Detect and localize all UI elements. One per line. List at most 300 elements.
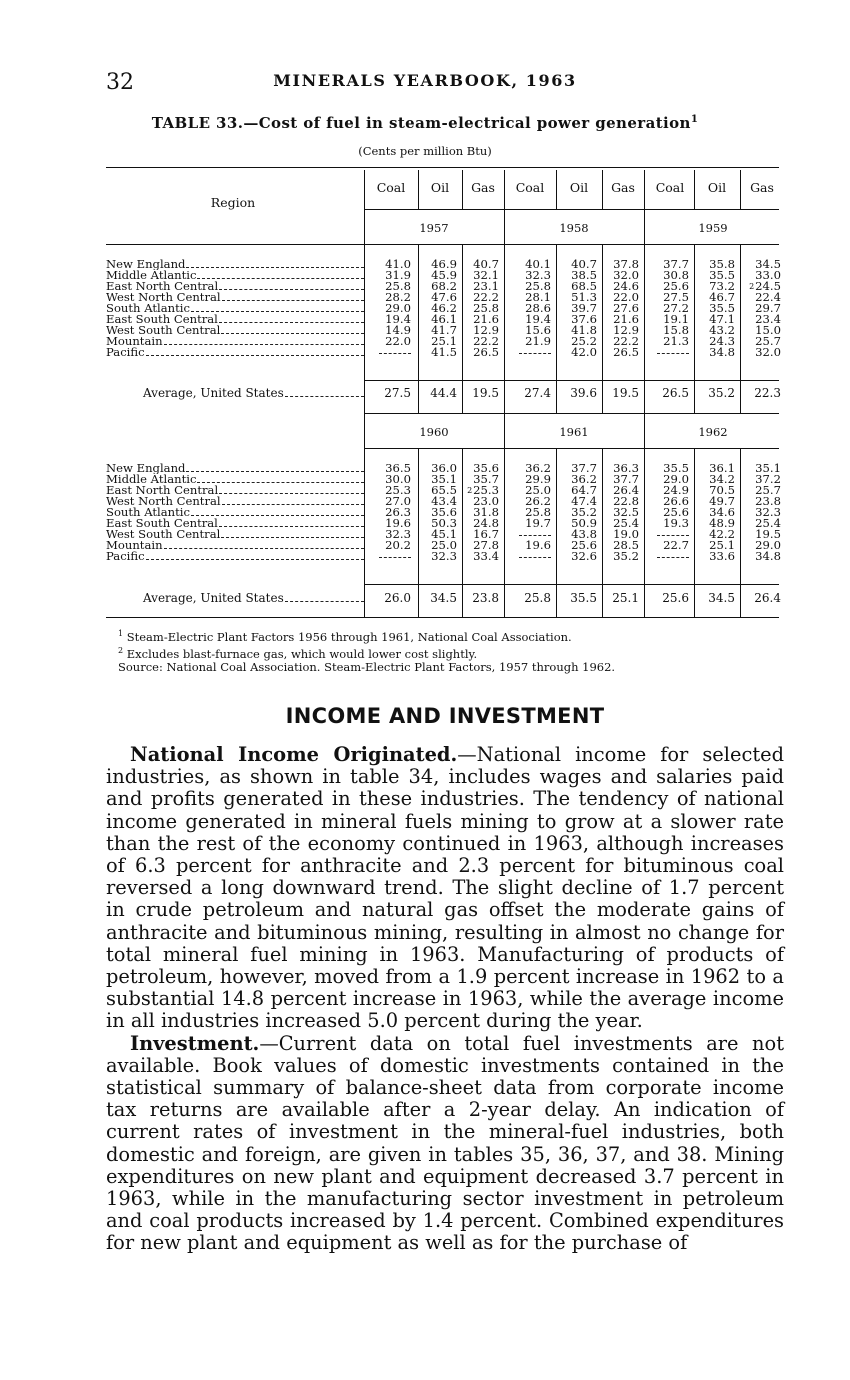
leader-dots [219,322,364,323]
cell-value: 39.7 [571,301,597,315]
cell-value: 32.6 [571,549,597,563]
cell-value: 23.8 [755,494,781,508]
cell-value: 14.9 [385,323,411,337]
cell-value: 32.3 [431,549,457,563]
footnote-1-text: Steam-Electric Plant Factors 1956 through 1961, National Coal Association. [126,629,572,644]
cell-value: 37.7 [663,257,689,271]
region-row [106,507,364,518]
cell-value: 42.0 [571,345,597,359]
region-row [106,259,364,270]
table-cell [505,540,551,551]
fuel-column-header: Oil [707,180,727,195]
table-cell [593,347,639,358]
cell-value: 22.2 [613,334,639,348]
region-row [106,336,364,347]
fuel-column-header: Coal [376,180,406,195]
empty-cell-dash [657,557,689,558]
table-cell [689,347,735,358]
fuel-column-header: Gas [611,180,635,195]
table-title [0,114,850,132]
cell-value: 36.1 [709,461,735,475]
cell-value: 19.4 [385,312,411,326]
cell-value: 32.3 [755,505,781,519]
footnote-1 [118,627,572,644]
average-value: 34.5 [430,591,457,605]
average-rule-1 [364,380,779,381]
value-column [735,259,781,358]
table-cell [551,551,597,562]
region-label: Mountain [106,540,163,551]
cell-value: 15.8 [663,323,689,337]
cell-value: 12.9 [613,323,639,337]
value-column [453,259,499,358]
page-number: 32 [106,70,134,95]
cell-value: 22.8 [613,494,639,508]
year-header-1962: 1962 [698,425,728,439]
value-column [551,259,597,358]
leader-dots [222,504,364,505]
region-list [106,463,364,562]
cell-value: 24.8 [473,516,499,530]
cell-value: 25.2 [571,334,597,348]
table-cell [365,551,411,562]
cell-value: 68.2 [431,279,457,293]
table-cell [453,551,499,562]
region-label: New England [106,259,186,270]
region-list [106,259,364,358]
table-cell [735,551,781,562]
cell-value: 32.3 [385,527,411,541]
cell-value: 34.8 [755,549,781,563]
cell-value: 19.4 [525,312,551,326]
cell-value: 35.1 [431,472,457,486]
table-cell [643,347,689,358]
leader-dots [164,344,364,345]
cell-value: 31.8 [473,505,499,519]
table-cell [643,540,689,551]
cell-value: 34.2 [709,472,735,486]
paragraph-text: —National income for selected industries, as shown in table 34, includes wages and salaries paid and profits generated in these industries. The tendency of national income generated in mineral fuels mining to grow at a slower rate than the rest of the economy continued in 1963, although increases of 6.3 percent for anthracite and 2.3 percent for bituminous coal reversed a long downward trend. The slight decline of 1.7 percent in crude petroleum and natural gas offset the moderate gains of anthracite and bituminous mining, resulting in almost no change for total mineral fuel mining in 1963. Manufacturing of products of petroleum, however, moved from a 1.9 percent increase in 1962 to a substantial 14.8 percent increase in 1963, while the average income in all industries increased 5.0 percent during the year. [106,743,784,1033]
value-column [505,463,551,562]
cell-value: 26.6 [663,494,689,508]
value-column [365,259,411,358]
region-label: East North Central [106,281,219,292]
cell-value: 26.5 [473,345,499,359]
average-value: 23.8 [472,591,499,605]
cell-value: 27.0 [385,494,411,508]
cell-value: 25.0 [525,483,551,497]
cell-value: 51.3 [571,290,597,304]
region-row [106,314,364,325]
cell-value: 68.5 [571,279,597,293]
table-cell [551,347,597,358]
region-label: West North Central [106,292,221,303]
average-value: 22.3 [754,386,781,400]
panel-rule [364,413,779,414]
body-text [106,744,784,1255]
cell-value: 21.6 [613,312,639,326]
leader-dots [221,537,364,538]
region-label: West South Central [106,529,221,540]
cell-value: 32.0 [613,268,639,282]
cell-value: 47.6 [431,290,457,304]
cell-value: 37.7 [571,461,597,475]
cell-value: 35.8 [709,257,735,271]
cell-value: 24.3 [709,334,735,348]
cell-value: 34.5 [755,257,781,271]
cell-value: 64.7 [571,483,597,497]
cell-value: 46.9 [431,257,457,271]
header-bottom-rule [106,244,779,245]
table-cell [643,518,689,529]
cell-value: 25.4 [613,516,639,530]
table-cell [735,347,781,358]
cell-value: 19.5 [755,527,781,541]
table-title-text: TABLE 33.—Cost of fuel in steam-electrical power generation [151,114,691,132]
cell-value: 33.6 [709,549,735,563]
region-label: East North Central [106,485,219,496]
table-cell [453,347,499,358]
year-header-1959: 1959 [698,221,728,235]
year-header-1958: 1958 [559,221,589,235]
cell-value: 25.7 [755,334,781,348]
region-row [106,551,364,562]
cell-value: 37.2 [755,472,781,486]
average-row-label [106,386,364,400]
region-label: Pacific [106,551,145,562]
fuel-column-header: Coal [515,180,545,195]
cell-value: 24.5 [755,279,781,293]
leader-dots [222,300,364,301]
cell-value: 26.5 [613,345,639,359]
cell-value: 22.2 [473,290,499,304]
cell-value: 25.6 [663,505,689,519]
region-row [106,474,364,485]
cell-value: 32.5 [613,505,639,519]
year-rule-2 [364,448,779,449]
average-value: 27.4 [524,386,551,400]
region-label: Middle Atlantic [106,474,197,485]
region-label: South Atlantic [106,507,190,518]
cell-value: 25.6 [663,279,689,293]
fuel-column-header: Gas [471,180,495,195]
cell-value: 12.9 [473,323,499,337]
cell-value: 41.8 [571,323,597,337]
region-row [106,485,364,496]
cell-value: 38.5 [571,268,597,282]
paragraph-national-income [106,744,784,1033]
average-value: 25.1 [612,591,639,605]
leader-dots [221,333,364,334]
cell-value: 35.1 [755,461,781,475]
leader-dots [191,515,364,516]
year-header-1961: 1961 [559,425,589,439]
table-footnotes [118,627,572,662]
cell-value: 22.7 [663,538,689,552]
average-label-text: Average, United States [143,591,284,605]
value-column [365,463,411,562]
cell-value: 15.0 [755,323,781,337]
cell-value: 45.1 [431,527,457,541]
footnote-2-text: Excludes blast-furnace gas, which would lower cost slightly. [126,647,478,662]
running-head: MINERALS YEARBOOK, 1963 [273,71,577,90]
cell-value: 19.6 [525,538,551,552]
cell-value: 28.1 [525,290,551,304]
region-row [106,518,364,529]
cell-value: 37.7 [613,472,639,486]
cell-value: 43.8 [571,527,597,541]
section-heading: INCOME AND INVESTMENT [285,704,605,728]
fuel-column-header: Oil [430,180,450,195]
cell-value: 22.2 [473,334,499,348]
cell-value: 35.6 [431,505,457,519]
cell-value: 24.9 [663,483,689,497]
region-label: Pacific [106,347,145,358]
cell-value: 50.3 [431,516,457,530]
value-column [453,463,499,562]
table-cell [593,551,639,562]
table-cell [689,551,735,562]
cell-value: 25.1 [431,334,457,348]
cell-value: 33.4 [473,549,499,563]
value-column [689,463,735,562]
cell-value: 16.7 [473,527,499,541]
value-column [689,259,735,358]
cell-value: 25.8 [385,279,411,293]
cell-value: 19.6 [385,516,411,530]
cell-value: 21.6 [473,312,499,326]
cell-value: 22.0 [385,334,411,348]
average-value: 34.5 [708,591,735,605]
leader-dots [219,289,364,290]
average-value: 44.4 [430,386,457,400]
leader-dots [219,526,364,527]
leader-dots [164,548,364,549]
value-column [411,259,457,358]
table-source: Source: National Coal Association. Steam-Electric Plant Factors, 1957 through 1962. [118,660,616,674]
average-value: 26.0 [384,591,411,605]
cell-value: 36.5 [385,461,411,475]
value-column [735,463,781,562]
cell-value: 47.4 [571,494,597,508]
cell-value: 42.2 [709,527,735,541]
cell-value: 15.6 [525,323,551,337]
empty-cell-dash [379,557,411,558]
cell-value: 31.9 [385,268,411,282]
value-column [593,259,639,358]
average-value: 19.5 [612,386,639,400]
run-in-heading: National Income Originated. [130,743,458,766]
cell-value: 36.3 [613,461,639,475]
cell-value: 49.7 [709,494,735,508]
paragraph-text: —Current data on total fuel investments are not available. Book values of domestic investments contained in the statistical summary of balance-sheet data from corporate income tax returns are available after a 2-year delay. An indication of current rates of investment in the mineral-fuel industries, both domestic and foreign, are given in tables 35, 36, 37, and 38. Mining expenditures on new plant and equipment decreased 3.7 percent in 1963, while in the manufacturing sector investment in petroleum and coal products increased by 1.4 percent. Combined expenditures for new plant and equipment as well as for the purchase of [106,1031,784,1255]
region-row [106,281,364,292]
table-top-rule [106,167,779,168]
cell-value: 25.1 [709,538,735,552]
cell-value: 50.9 [571,516,597,530]
cell-value: 36.2 [525,461,551,475]
average-value: 35.2 [708,386,735,400]
cell-value: 65.5 [431,483,457,497]
leader-dots [186,267,364,268]
cell-value: 27.5 [663,290,689,304]
table-cell [505,347,551,358]
region-row [106,270,364,281]
region-label: West South Central [106,325,221,336]
cell-value: 25.4 [755,516,781,530]
cell-value: 24.6 [613,279,639,293]
table-cell [643,551,689,562]
cell-value: 40.7 [571,257,597,271]
cell-value: 46.7 [709,290,735,304]
average-rule-2 [364,584,779,585]
average-value: 25.6 [662,591,689,605]
year-header-1957: 1957 [419,221,449,235]
cell-value: 30.0 [385,472,411,486]
cell-value: 32.3 [525,268,551,282]
region-column-header: Region [210,195,256,210]
cell-value: 40.7 [473,257,499,271]
cell-value: 25.8 [525,279,551,293]
value-column [643,463,689,562]
cell-value: 37.6 [571,312,597,326]
empty-cell-dash [379,353,411,354]
region-label: West North Central [106,496,221,507]
cell-value: 40.1 [525,257,551,271]
cell-value: 25.6 [571,538,597,552]
value-column [593,463,639,562]
leader-dots [285,396,364,397]
cell-value: 19.3 [663,516,689,530]
cell-value: 35.5 [663,461,689,475]
cell-value: 19.0 [613,527,639,541]
leader-dots [186,471,364,472]
cell-value: 34.8 [709,345,735,359]
cell-value: 43.4 [431,494,457,508]
cell-value: 25.8 [473,301,499,315]
table-cell [411,551,457,562]
table-cell [365,336,411,347]
cell-value: 26.4 [613,483,639,497]
cell-value: 25.3 [385,483,411,497]
cell-value: 28.2 [385,290,411,304]
cell-value: 22.4 [755,290,781,304]
empty-cell-dash [519,557,551,558]
leader-dots [219,493,364,494]
cell-value: 37.8 [613,257,639,271]
table-cell [505,336,551,347]
table-bottom-rule [106,617,779,618]
average-value: 27.5 [384,386,411,400]
cell-value: 30.8 [663,268,689,282]
region-label: South Atlantic [106,303,190,314]
cell-value: 29.0 [663,472,689,486]
table-cell [505,518,551,529]
cell-value: 20.2 [385,538,411,552]
leader-dots [146,559,364,560]
cell-value: 48.9 [709,516,735,530]
cell-footnote-mark: 2 [467,486,473,495]
cell-value: 32.1 [473,268,499,282]
average-value: 25.8 [524,591,551,605]
cell-value: 25.0 [431,538,457,552]
average-value: 19.5 [472,386,499,400]
cell-value: 23.0 [473,494,499,508]
cell-value: 22.0 [613,290,639,304]
table-cell [365,540,411,551]
cell-value: 35.2 [613,549,639,563]
cell-value: 45.9 [431,268,457,282]
table-cell [643,336,689,347]
value-column [411,463,457,562]
cell-value: 26.2 [525,494,551,508]
region-label: East South Central [106,518,218,529]
region-row [106,496,364,507]
cell-value: 19.1 [663,312,689,326]
cell-value: 21.9 [525,334,551,348]
fuel-column-header: Oil [569,180,589,195]
region-row [106,463,364,474]
average-value: 26.4 [754,591,781,605]
cell-value: 41.7 [431,323,457,337]
table-title-footnote-mark: 1 [690,114,699,125]
cell-value: 46.2 [431,301,457,315]
leader-dots [285,601,364,602]
value-column [551,463,597,562]
cell-value: 23.1 [473,279,499,293]
empty-cell-dash [519,535,551,536]
leader-dots [197,278,364,279]
cell-value: 35.7 [473,472,499,486]
region-row [106,292,364,303]
cell-value: 28.5 [613,538,639,552]
cell-footnote-mark: 2 [749,282,755,291]
empty-cell-dash [657,535,689,536]
region-label: Middle Atlantic [106,270,197,281]
average-value: 26.5 [662,386,689,400]
cell-value: 35.5 [709,301,735,315]
cell-value: 27.8 [473,538,499,552]
cell-value: 27.6 [613,301,639,315]
cell-value: 29.0 [385,301,411,315]
cell-value: 41.5 [431,345,457,359]
region-row [106,325,364,336]
cell-value: 26.3 [385,505,411,519]
table-units: (Cents per million Btu) [358,144,492,158]
paragraph-investment [106,1033,784,1255]
average-label-text: Average, United States [143,386,284,400]
region-row [106,529,364,540]
empty-cell-dash [657,353,689,354]
cell-value: 29.0 [755,538,781,552]
cell-value: 25.8 [525,505,551,519]
run-in-heading: Investment. [130,1031,260,1055]
empty-cell-dash [519,353,551,354]
cell-value: 43.2 [709,323,735,337]
cell-value: 36.2 [571,472,597,486]
footnote-2-mark: 2 [118,646,124,656]
leader-dots [146,355,364,356]
table-cell [365,347,411,358]
year-header-1960: 1960 [419,425,449,439]
cell-value: 29.9 [525,472,551,486]
table-cell [411,347,457,358]
cell-value: 34.6 [709,505,735,519]
cell-value: 36.0 [431,461,457,475]
cell-value: 25.7 [755,483,781,497]
average-value: 39.6 [570,386,597,400]
footnote-1-mark: 1 [118,629,124,638]
